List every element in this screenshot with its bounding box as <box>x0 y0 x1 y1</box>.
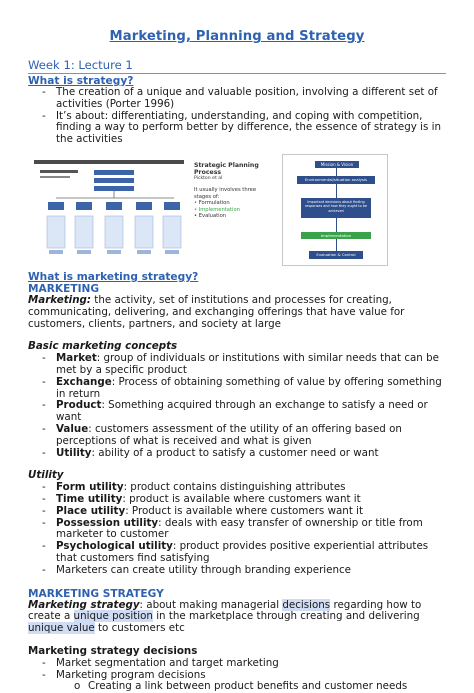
term-text: : group of individuals or institutions with similar needs that can be met by a specific product <box>56 352 439 376</box>
definition-text: in the marketplace through creating and delivering <box>152 610 420 623</box>
planning-flow-diagram <box>282 154 388 266</box>
list-item <box>28 565 446 577</box>
figure-bullet: • Formulation <box>194 200 230 207</box>
utility-list <box>28 482 446 576</box>
term-text: : Product is available where customers want it <box>125 504 364 517</box>
document-title: Marketing, Planning and Strategy <box>109 29 365 44</box>
term: Psychological utility <box>56 540 173 553</box>
figure-bullet: • Evaluation <box>194 213 227 220</box>
term-text: : product contains distinguishing attributes <box>123 481 346 494</box>
utility-heading: Utility <box>28 469 64 482</box>
definition-term: Marketing strategy <box>28 598 140 611</box>
figure-bullet: • Implementation <box>194 206 240 213</box>
flow-box: Evaluation & Control <box>309 251 363 259</box>
term: Exchange <box>56 375 112 388</box>
decisions-list <box>28 658 446 693</box>
term-text: : product provides positive experiential attributes that customers find satisfying <box>56 540 429 564</box>
term-text: Marketers can create utility through branding experience <box>56 563 352 576</box>
list-item <box>28 377 446 401</box>
decisions-heading: Marketing strategy decisions <box>28 644 198 657</box>
flow-box: Implementation <box>301 232 371 239</box>
highlighted-text: decisions <box>282 598 331 611</box>
basic-concepts-list <box>28 353 446 459</box>
marketing-strategy-heading: MARKETING STRATEGY <box>28 587 164 600</box>
term-text: : product is available where customers want it <box>122 492 361 505</box>
marketing-subheading: MARKETING <box>28 282 100 295</box>
term-text: : Process of obtaining something of value by offering something in return <box>56 375 442 400</box>
flow-connector <box>336 184 337 198</box>
term: Form utility <box>56 481 124 494</box>
term: Utility <box>56 446 92 459</box>
definition-text: regarding how to create a <box>28 598 422 623</box>
list-item: - Market segmentation and target marketing <box>28 658 446 670</box>
list-item <box>28 400 446 424</box>
term-text: : customers assessment of the utility of an offering based on perceptions of what is received and what is given <box>56 422 402 447</box>
marketing-definition <box>28 295 446 330</box>
definition-term: Marketing: <box>28 293 92 306</box>
definition-text: the activity, set of institutions and processes for creating, communicating, delivering, and exchanging offerings that have value for customers, clients, partners, and society at large <box>28 293 405 330</box>
list-item <box>28 448 446 460</box>
list-item: - Marketing program decisions <box>28 670 446 682</box>
definition-text: : about making managerial <box>139 598 283 611</box>
strategy-list <box>28 87 446 146</box>
strategic-planning-process-figure <box>194 162 264 219</box>
term: Possession utility <box>56 516 159 529</box>
highlighted-text: unique value <box>28 622 95 635</box>
list-item: - It’s about: differentiating, understanding, and coping with competition, finding a way to perform better by difference, the essence of strategy is in the activities <box>28 111 446 146</box>
term: Place utility <box>56 504 126 517</box>
flow-connector <box>336 168 337 176</box>
highlighted-text: unique position <box>73 610 153 623</box>
term: Product <box>56 399 102 412</box>
basic-concepts-heading: Basic marketing concepts <box>28 340 178 353</box>
list-item <box>28 424 446 448</box>
list-item <box>28 353 446 377</box>
marketing-strategy-definition <box>28 600 446 635</box>
strategic-planning-chart-image <box>34 160 186 260</box>
list-item <box>28 518 446 542</box>
flow-box: Mission & Vision <box>315 161 359 168</box>
what-is-strategy-heading: What is strategy? <box>28 75 134 87</box>
what-is-marketing-strategy-heading: What is marketing strategy? <box>28 270 199 283</box>
figure-title: Strategic Planning Process <box>194 161 259 176</box>
flow-connector <box>336 218 337 232</box>
flow-box: Environmental/situation analysis <box>297 176 375 184</box>
sub-list-item: o Creating a link between product benefits and customer needs <box>28 681 446 693</box>
term: Market <box>56 352 97 365</box>
term-text: : Something acquired through an exchange to satisfy a need or want <box>56 399 428 424</box>
term-text: : ability of a product to satisfy a customer need or want <box>91 446 379 459</box>
term-text: : deals with easy transfer of ownership or title from marketer to customer <box>56 516 423 541</box>
list-item <box>28 541 446 565</box>
term: Time utility <box>56 492 123 505</box>
definition-text: to customers etc <box>94 622 185 635</box>
flow-box: Important decisions about finding responses and how they ought to be achieved <box>301 198 371 218</box>
flow-connector <box>336 239 337 251</box>
figure-subtitle: Pickton et al <box>194 175 223 181</box>
figures-row <box>28 154 446 266</box>
figure-intro: It usually involves three stages of: <box>194 187 257 200</box>
week-heading: Week 1: Lecture 1 <box>28 58 133 72</box>
term: Value <box>56 422 89 435</box>
list-item: - The creation of a unique and valuable position, involving a different set of activities (Porter 1996) <box>28 87 446 111</box>
heading-rule <box>28 73 446 74</box>
